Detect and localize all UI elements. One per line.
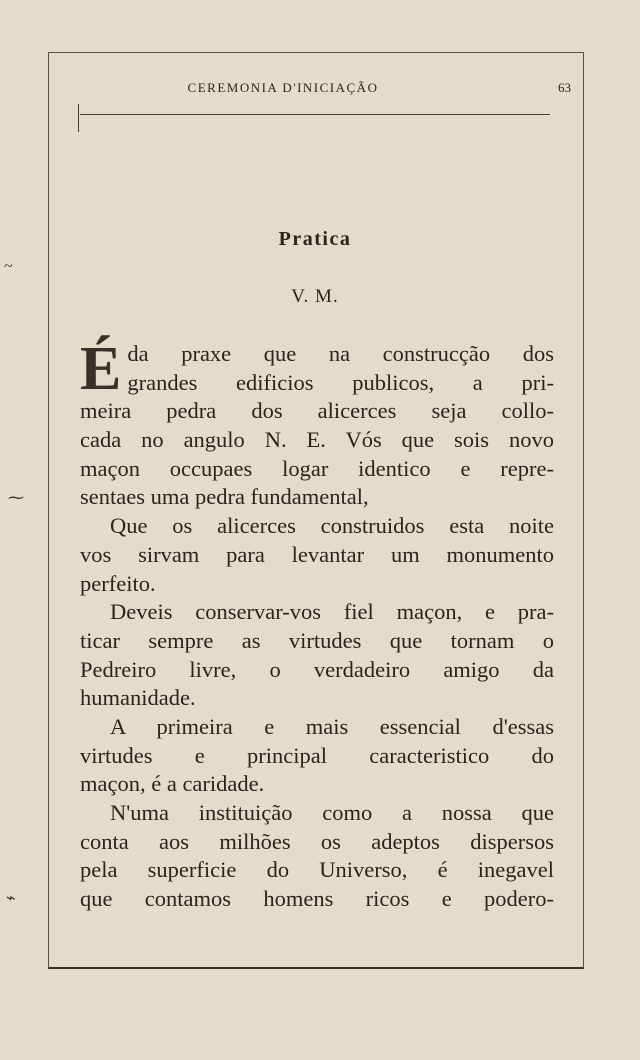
text-line: Que os alicerces construidos esta noite [110, 513, 554, 539]
text-line: que contamos homens ricos e podero- [80, 886, 554, 912]
margin-ornament: ⁓ [8, 490, 24, 507]
running-title: CEREMONIA D'INICIAÇÃO [187, 80, 379, 95]
text-line: virtudes e principal caracteristico do [80, 742, 554, 768]
text-line: humanidade. [80, 685, 196, 711]
text-line: N'uma instituição como a nossa que [110, 800, 554, 825]
page-number: 63 [558, 80, 571, 95]
text-line: sentaes uma pedra fundamental, [80, 484, 369, 510]
text-line: ticar sempre as virtudes que tornam o [80, 627, 554, 653]
section-title: Pratica [278, 228, 352, 250]
header-rule-tick [78, 104, 79, 132]
running-head [48, 80, 582, 100]
text-line: A primeira e mais essencial d'essas [110, 713, 554, 739]
margin-ornament: ~ [4, 258, 13, 275]
text-line: maçon, é a caridade. [80, 771, 265, 797]
text-line: grandes edificios publicos, a pri- [127, 369, 554, 395]
header-rule [80, 114, 550, 115]
text-line: cada no angulo N. E. Vós que sois novo [80, 427, 554, 453]
text-line: maçon occupaes logar identico e repre- [80, 455, 554, 481]
text-line: perfeito. [80, 570, 156, 596]
text-line: Deveis conservar-vos fiel maçon, e pra- [110, 599, 554, 625]
speaker-label: V. M. [291, 286, 339, 307]
text-line: vos sirvam para levantar um monumento [80, 541, 554, 567]
body-text [80, 335, 554, 914]
text-line: conta aos milhões os adeptos dispersos [80, 828, 554, 854]
margin-ornament: ⌁ [6, 890, 16, 907]
text-line: meira pedra dos alicerces seja collo- [80, 398, 554, 424]
dropcap: É [80, 335, 122, 403]
text-line: Pedreiro livre, o verdadeiro amigo da [80, 656, 554, 682]
text-line: pela superficie do Universo, é inegavel [80, 857, 554, 883]
text-line: da praxe que na construcção dos [127, 341, 554, 366]
